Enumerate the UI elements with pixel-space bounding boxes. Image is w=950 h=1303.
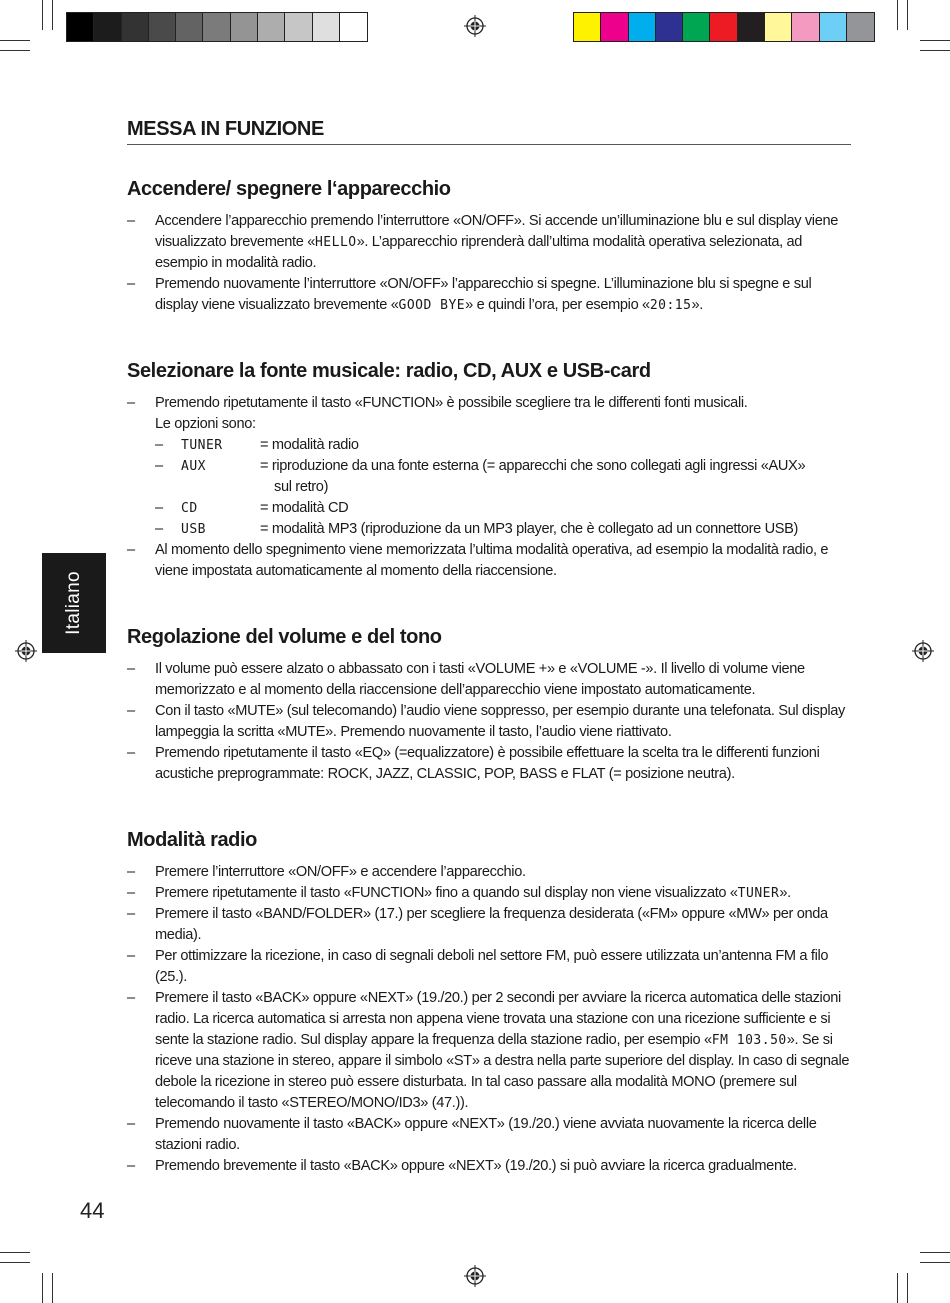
list-item: – Premendo ripetutamente il tasto «FUNCTION» è possibile scegliere tra le differenti fonti musicali. Le opzioni sono: – TUNER = modalità radio – AUX = riproduzione da una fonte esterna (= apparecchi che sono collegati agli ingressi «AUX» sul retro) – CD = modalità CD – USB = modalità MP3 (riproduzione da un MP3 player, che è collegato ad un connettore USB) xyxy=(127,393,851,540)
source-option: – USB = modalità MP3 (riproduzione da un MP3 player, che è collegato ad un connettore USB) xyxy=(155,519,851,540)
color-swatch xyxy=(683,13,710,41)
color-swatch xyxy=(340,13,367,41)
page-title: MESSA IN FUNZIONE xyxy=(127,118,851,145)
color-swatch xyxy=(149,13,176,41)
list-item: – Per ottimizzare la ricezione, in caso di segnali deboli nel settore FM, può essere utilizzata un’antenna FM a filo (25.). xyxy=(127,946,851,988)
color-swatch xyxy=(94,13,121,41)
registration-mark-icon xyxy=(464,15,486,37)
color-swatch xyxy=(601,13,628,41)
source-option: – AUX = riproduzione da una fonte esterna (= apparecchi che sono collegati agli ingressi «AUX» sul retro) xyxy=(155,456,851,498)
crop-mark xyxy=(907,1273,908,1303)
crop-mark xyxy=(920,1252,950,1253)
color-swatch xyxy=(258,13,285,41)
list-item: – Premendo nuovamente il tasto «BACK» oppure «NEXT» (19./20.) viene avviata nuovamente la ricerca delle stazioni radio. xyxy=(127,1114,851,1156)
lcd-text: HELLO xyxy=(314,235,357,250)
lcd-text: USB xyxy=(181,522,206,537)
list-item: – Premendo nuovamente l’interruttore «ON/OFF» l’apparecchio si spegne. L’illuminazione blu si spegne e sul display viene visualizzato brevemente «GOOD BYE» e quindi l’ora, per esempio «20:15». xyxy=(127,274,851,316)
color-swatch xyxy=(203,13,230,41)
list-item: – Premere ripetutamente il tasto «FUNCTION» fino a quando sul display non viene visualizzato «TUNER». xyxy=(127,883,851,904)
crop-mark xyxy=(920,1262,950,1263)
lcd-text: CD xyxy=(181,501,198,516)
color-swatch xyxy=(656,13,683,41)
lcd-text: AUX xyxy=(181,459,206,474)
crop-mark xyxy=(920,40,950,41)
section-title-volume: Regolazione del volume e del tono xyxy=(127,626,442,648)
color-swatch xyxy=(820,13,847,41)
page-content xyxy=(127,118,851,1177)
crop-mark xyxy=(42,1273,43,1303)
language-tab xyxy=(42,553,106,653)
color-swatch xyxy=(122,13,149,41)
color-swatch xyxy=(67,13,94,41)
list-item: – Premere il tasto «BAND/FOLDER» (17.) per scegliere la frequenza desiderata («FM» oppure «MW» per onda media). xyxy=(127,904,851,946)
color-swatch xyxy=(792,13,819,41)
radio-list xyxy=(127,862,851,1177)
list-item: – Premere il tasto «BACK» oppure «NEXT» (19./20.) per 2 secondi per avviare la ricerca automatica delle stazioni radio. La ricerca automatica si arresta non appena viene trovata una stazione con una ricezione sufficiente e si sente la stazione radio. Sul display appare la frequenza della stazione radio, per esempio «FM 103.50». Se si riceve una stazione in stereo, appare il simbolo «ST» a destra nella parte superiore del display. In caso di segnale debole la ricezione in stereo può essere disturbata. In tal caso passare alla modalità MONO (premere sul telecomando il tasto «STEREO/MONO/ID3» (47.)). xyxy=(127,988,851,1114)
list-item: – Premere l’interruttore «ON/OFF» e accendere l’apparecchio. xyxy=(127,862,851,883)
lcd-text: 20:15 xyxy=(649,298,692,313)
source-options xyxy=(155,435,851,540)
crop-mark xyxy=(897,1273,898,1303)
crop-mark xyxy=(0,1252,30,1253)
color-swatch xyxy=(313,13,340,41)
source-option: – TUNER = modalità radio xyxy=(155,435,851,456)
color-swatch xyxy=(765,13,792,41)
page-number: 44 xyxy=(80,1198,105,1223)
lcd-text: TUNER xyxy=(737,886,780,901)
source-option: – CD = modalità CD xyxy=(155,498,851,519)
crop-mark xyxy=(52,0,53,30)
crop-mark xyxy=(0,1262,30,1263)
color-swatch xyxy=(738,13,765,41)
color-swatch xyxy=(574,13,601,41)
section-title-source: Selezionare la fonte musicale: radio, CD, AUX e USB-card xyxy=(127,360,651,382)
list-item: – Accendere l’apparecchio premendo l’interruttore «ON/OFF». Si accende un’illuminazione blu e sul display viene visualizzato brevemente «HELLO». L’apparecchio riprenderà dall’ultima modalità operativa selezionata, ad esempio in modalità radio. xyxy=(127,211,851,274)
color-swatch xyxy=(710,13,737,41)
color-swatch xyxy=(176,13,203,41)
list-item: – Premendo brevemente il tasto «BACK» oppure «NEXT» (19./20.) si può avviare la ricerca gradualmente. xyxy=(127,1156,851,1177)
source-list xyxy=(127,393,851,582)
color-swatch xyxy=(847,13,874,41)
section-title-power: Accendere/ spegnere l‘apparecchio xyxy=(127,178,451,200)
crop-mark xyxy=(897,0,898,30)
registration-mark-icon xyxy=(464,1265,486,1287)
list-item: – Con il tasto «MUTE» (sul telecomando) l’audio viene soppresso, per esempio durante una telefonata. Sul display lampeggia la scritta «MUTE». Premendo nuovamente il tasto, l’audio viene riattivato. xyxy=(127,701,851,743)
section-title-radio: Modalità radio xyxy=(127,829,257,851)
lcd-text: TUNER xyxy=(181,438,223,453)
list-item: – Il volume può essere alzato o abbassato con i tasti «VOLUME +» e «VOLUME -». Il livello di volume viene memorizzato e al momento della riaccensione dell’apparecchio viene impostato automaticamente. xyxy=(127,659,851,701)
crop-mark xyxy=(907,0,908,30)
color-swatch xyxy=(231,13,258,41)
crop-mark xyxy=(0,50,30,51)
list-item: – Premendo ripetutamente il tasto «EQ» (=equalizzatore) è possibile effettuare la scelta tra le differenti funzioni acustiche preprogrammate: ROCK, JAZZ, CLASSIC, POP, BASS e FLAT (= posizione neutra). xyxy=(127,743,851,785)
volume-list xyxy=(127,659,851,785)
lcd-text: GOOD BYE xyxy=(398,298,466,313)
language-tab-label: Italiano xyxy=(63,571,84,635)
crop-mark xyxy=(920,50,950,51)
color-swatch xyxy=(629,13,656,41)
crop-mark xyxy=(42,0,43,30)
grayscale-color-bar xyxy=(66,12,368,42)
lcd-text: FM 103.50 xyxy=(711,1033,787,1048)
registration-mark-icon xyxy=(912,640,934,662)
color-swatch xyxy=(285,13,312,41)
power-list xyxy=(127,211,851,316)
cmyk-color-bar xyxy=(573,12,875,42)
crop-mark xyxy=(52,1273,53,1303)
registration-mark-icon xyxy=(15,640,37,662)
crop-mark xyxy=(0,40,30,41)
list-item: – Al momento dello spegnimento viene memorizzata l’ultima modalità operativa, ad esempio la modalità radio, e viene impostata automaticamente al momento della riaccensione. xyxy=(127,540,851,582)
